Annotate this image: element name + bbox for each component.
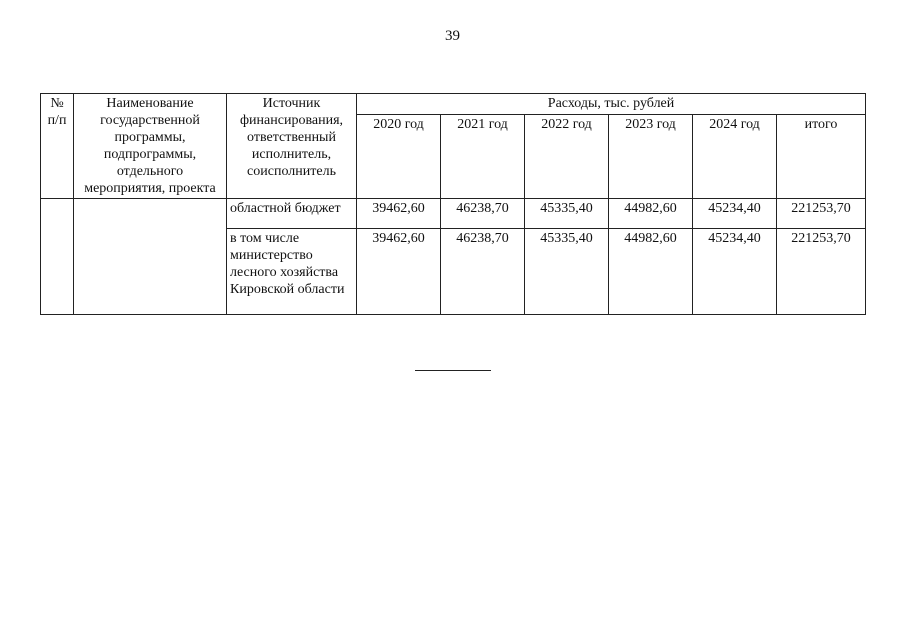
row-name-cell <box>74 199 227 315</box>
row-source: областной бюджет <box>227 199 357 229</box>
row-value-total: 221253,70 <box>777 199 866 229</box>
row-value-total: 221253,70 <box>777 229 866 315</box>
header-year-2022: 2022 год <box>525 115 609 199</box>
row-value-2022: 45335,40 <box>525 199 609 229</box>
row-value-2022: 45335,40 <box>525 229 609 315</box>
header-year-2024: 2024 год <box>693 115 777 199</box>
row-value-2024: 45234,40 <box>693 229 777 315</box>
row-source: в том числе министерство лесного хозяйства Кировской области <box>227 229 357 315</box>
row-value-2021: 46238,70 <box>441 199 525 229</box>
row-value-2023: 44982,60 <box>609 199 693 229</box>
row-value-2020: 39462,60 <box>357 229 441 315</box>
row-value-2024: 45234,40 <box>693 199 777 229</box>
header-name: Наименование государственной программы, подпрограммы, отдельного мероприятия, проекта <box>74 94 227 199</box>
page-number: 39 <box>445 28 460 44</box>
header-year-2020: 2020 год <box>357 115 441 199</box>
header-source: Источник финансирования, ответственный исполнитель, соисполнитель <box>227 94 357 199</box>
row-value-2021: 46238,70 <box>441 229 525 315</box>
expenses-table <box>40 93 866 315</box>
end-rule-line <box>415 370 491 371</box>
header-expenses: Расходы, тыс. рублей <box>357 94 866 115</box>
header-no: № п/п <box>41 94 74 199</box>
row-value-2023: 44982,60 <box>609 229 693 315</box>
header-total: итого <box>777 115 866 199</box>
header-year-2021: 2021 год <box>441 115 525 199</box>
row-no-cell <box>41 199 74 315</box>
table-row <box>41 199 866 229</box>
header-year-2023: 2023 год <box>609 115 693 199</box>
row-value-2020: 39462,60 <box>357 199 441 229</box>
